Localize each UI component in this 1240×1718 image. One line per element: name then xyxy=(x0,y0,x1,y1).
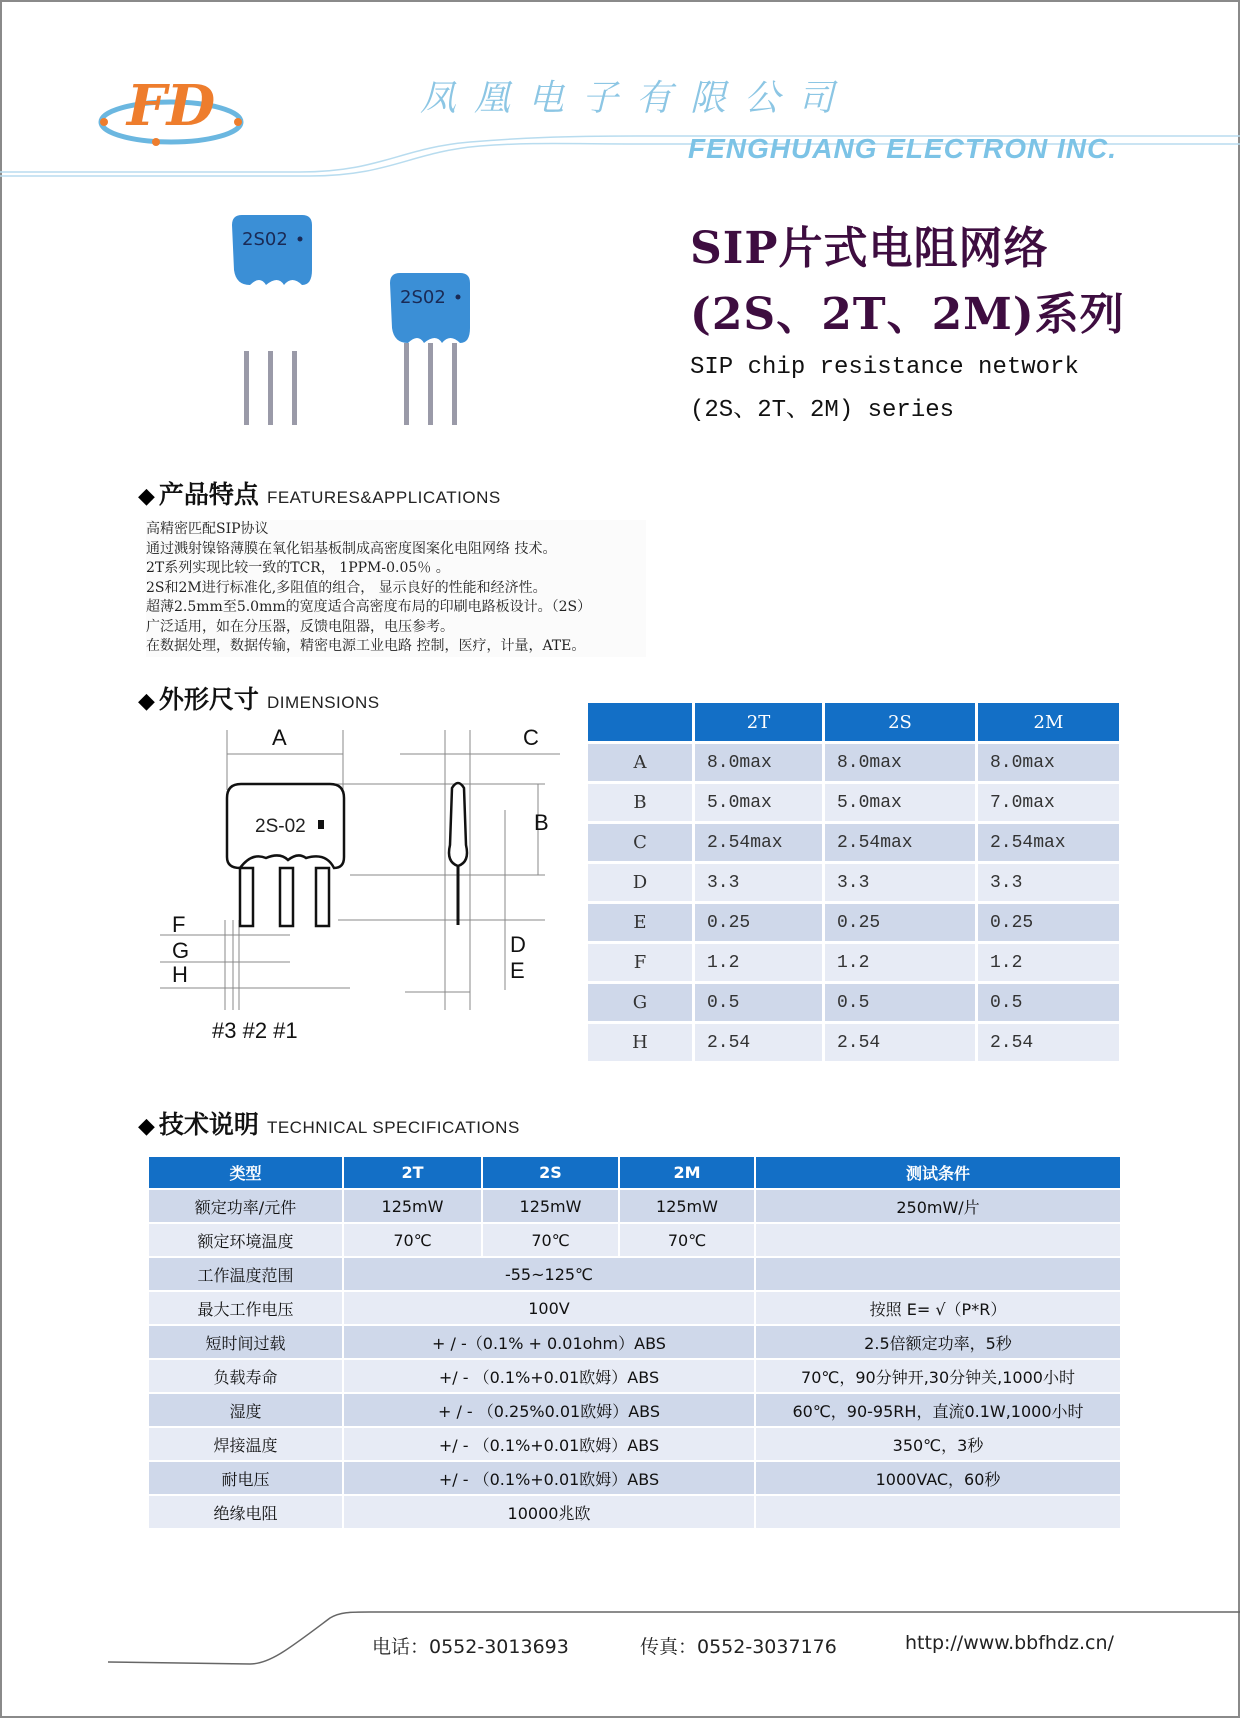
title-cn-line2: (2S、2T、2M)系列 xyxy=(690,289,1125,340)
svg-text:C: C xyxy=(523,725,539,750)
dimensions-table xyxy=(585,700,1122,1064)
dim-col-header: 2S xyxy=(825,703,975,741)
dim-col-header: 2T xyxy=(695,703,822,741)
title-en-line1: SIP chip resistance network xyxy=(690,354,1079,381)
resistor-photo-1 xyxy=(232,215,312,425)
feature-line: 广泛适用，如在分压器，反馈电阻器，电压参考。 xyxy=(146,618,454,635)
svg-text:A: A xyxy=(272,725,287,750)
svg-text:FD: FD xyxy=(126,73,216,139)
feature-line: 通过溅射镍铬薄膜在氧化铝基板制成高密度图案化电阻网络 技术。 xyxy=(146,540,557,557)
svg-text:2S02: 2S02 xyxy=(242,229,288,250)
svg-text:2S02: 2S02 xyxy=(400,287,446,308)
table-row: 绝缘电阻 10000兆欧 xyxy=(149,1496,1120,1528)
footer-phone: 电话：0552-3013693 xyxy=(372,1636,569,1658)
table-row: F 1.2 1.2 1.2 xyxy=(588,944,1119,981)
footer-website-link[interactable]: http://www.bbfhdz.cn/ xyxy=(905,1632,1114,1654)
svg-text:G: G xyxy=(172,938,190,963)
table-row: 湿度 + / - （0.25%0.01欧姆）ABS 60℃，90-95RH，直流0.1W,1000小时 xyxy=(149,1394,1120,1426)
svg-text:E: E xyxy=(510,958,525,983)
title-en-line2: (2S、2T、2M) series xyxy=(690,397,955,424)
dim-col-header xyxy=(588,703,692,741)
svg-text:B: B xyxy=(534,810,549,835)
table-row: E 0.25 0.25 0.25 xyxy=(588,904,1119,941)
spec-col-header: 类型 xyxy=(149,1157,342,1188)
table-row: D 3.3 3.3 3.3 xyxy=(588,864,1119,901)
feature-line: 在数据处理，数据传输，精密电源工业电路 控制，医疗，计量，ATE。 xyxy=(146,638,586,654)
table-row: 焊接温度 +/ - （0.1%+0.01欧姆）ABS 350℃，3秒 xyxy=(149,1428,1120,1460)
specs-heading: ◆ 技术说明 TECHNICAL SPECIFICATIONS xyxy=(138,1110,520,1139)
svg-text:D: D xyxy=(510,932,526,957)
diamond-bullet-icon: ◆ xyxy=(138,689,155,714)
feature-line: 高精密匹配SIP协议 xyxy=(146,521,269,537)
table-row: A 8.0max 8.0max 8.0max xyxy=(588,744,1119,781)
table-row: 最大工作电压 100V 按照 E= √（P*R） xyxy=(149,1292,1120,1324)
table-row: C 2.54max 2.54max 2.54max xyxy=(588,824,1119,861)
svg-text:H: H xyxy=(172,962,188,987)
table-row: 额定功率/元件 125mW 125mW 125mW 250mW/片 xyxy=(149,1190,1120,1222)
feature-line: 超薄2.5mm至5.0mm的宽度适合高密度布局的印刷电路板设计。（2S） xyxy=(146,599,592,615)
features-list xyxy=(146,520,646,657)
company-name-en: FENGHUANG ELECTRON INC. xyxy=(688,133,1117,164)
spec-col-header: 2T xyxy=(344,1157,481,1188)
table-row: H 2.54 2.54 2.54 xyxy=(588,1024,1119,1061)
company-name-cn: 凤凰电子有限公司 xyxy=(420,78,853,119)
svg-text:2S-02: 2S-02 xyxy=(255,816,306,837)
table-row: 耐电压 +/ - （0.1%+0.01欧姆）ABS 1000VAC，60秒 xyxy=(149,1462,1120,1494)
table-row: 短时间过载 + / -（0.1% + 0.01ohm）ABS 2.5倍额定功率，5秒 xyxy=(149,1326,1120,1358)
footer-fax: 传真：0552-3037176 xyxy=(640,1636,837,1658)
dimension-drawing xyxy=(140,720,560,1050)
svg-text:#3 #2 #1: #3 #2 #1 xyxy=(212,1018,298,1043)
spec-col-header: 测试条件 xyxy=(756,1157,1120,1188)
resistor-photo-2 xyxy=(390,273,470,425)
svg-text:F: F xyxy=(172,912,186,937)
dim-col-header: 2M xyxy=(978,703,1119,741)
feature-line: 2T系列实现比较一致的TCR， 1PPM-0.05％ 。 xyxy=(146,560,450,576)
title-cn-line1: SIP片式电阻网络 xyxy=(690,223,1049,274)
specs-table xyxy=(147,1155,1122,1530)
company-logo xyxy=(96,70,246,150)
table-row: 工作温度范围 -55~125℃ xyxy=(149,1258,1120,1290)
spec-col-header: 2M xyxy=(620,1157,754,1188)
diamond-bullet-icon: ◆ xyxy=(138,484,155,509)
table-row: G 0.5 0.5 0.5 xyxy=(588,984,1119,1021)
dimensions-heading: ◆ 外形尺寸 DIMENSIONS xyxy=(138,685,380,714)
table-row: B 5.0max 5.0max 7.0max xyxy=(588,784,1119,821)
features-heading: ◆ 产品特点 FEATURES&APPLICATIONS xyxy=(138,480,501,509)
table-row: 负载寿命 +/ - （0.1%+0.01欧姆）ABS 70℃，90分钟开,30分钟关,1000小时 xyxy=(149,1360,1120,1392)
feature-line: 2S和2M进行标准化,多阻值的组合， 显示良好的性能和经济性。 xyxy=(146,579,547,596)
product-photos xyxy=(230,215,500,425)
table-row: 额定环境温度 70℃ 70℃ 70℃ xyxy=(149,1224,1120,1256)
diamond-bullet-icon: ◆ xyxy=(138,1114,155,1139)
spec-col-header: 2S xyxy=(483,1157,618,1188)
